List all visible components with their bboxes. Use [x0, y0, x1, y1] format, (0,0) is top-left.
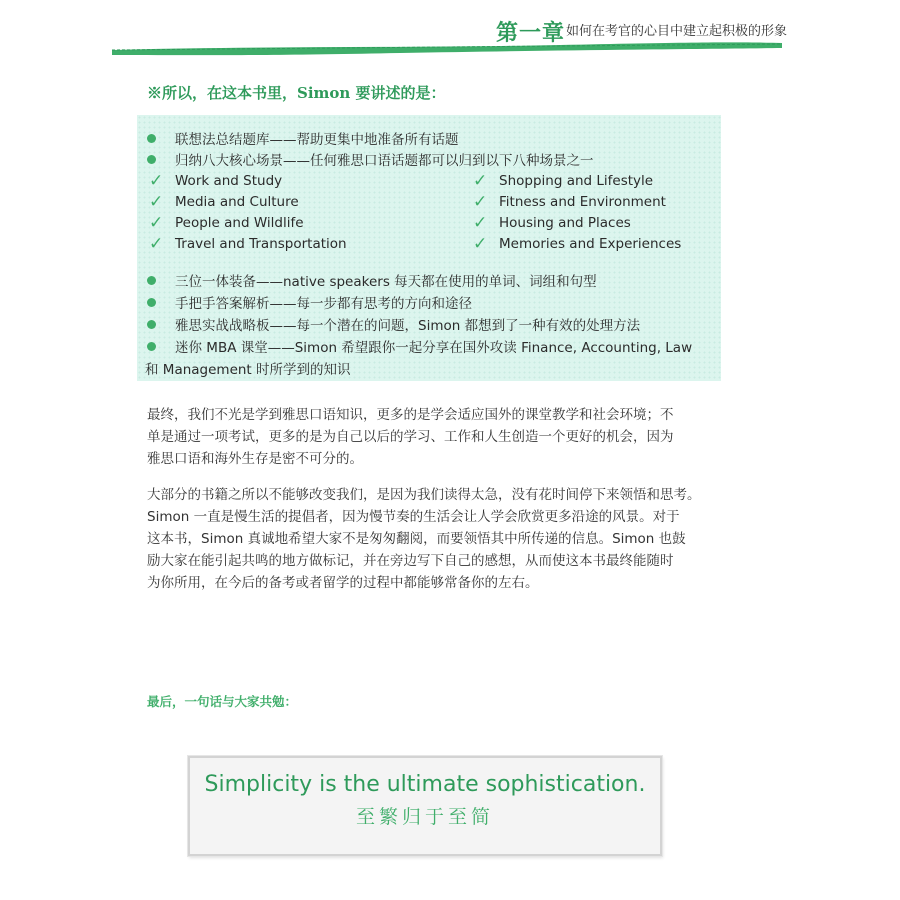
checkmark-icon: ✓	[473, 191, 488, 212]
feature-item-text: 迷你 MBA 课堂——Simon 希望跟你一起分享在国外攻读 Finance, Accounting, Law	[175, 340, 693, 356]
scene-label: Memories and Experiences	[499, 236, 682, 252]
paragraph-line: 大部分的书籍之所以不能够改变我们，是因为我们读得太急，没有花时间停下来领悟和思考。	[147, 487, 701, 503]
checkmark-icon: ✓	[473, 233, 488, 254]
scene-item	[149, 234, 347, 254]
scene-label: Housing and Places	[499, 215, 631, 231]
header-brush-stroke	[0, 36, 900, 60]
feature-item	[147, 314, 640, 334]
scene-label: People and Wildlife	[175, 215, 304, 231]
bullet-dot-icon	[147, 298, 156, 307]
feature-item	[147, 336, 692, 356]
scene-label: Fitness and Environment	[499, 194, 666, 210]
paragraph-line: 这本书，Simon 真诚地希望大家不是匆匆翻阅，而要领悟其中所传递的信息。Simon 也鼓	[147, 531, 686, 547]
paragraph-line: 励大家在能引起共鸣的地方做标记，并在旁边写下自己的感想，从而使这本书最终能随时	[147, 553, 674, 569]
scene-label: Media and Culture	[175, 194, 299, 210]
checkmark-icon: ✓	[473, 170, 488, 191]
chapter-header	[0, 0, 900, 70]
quote-english: Simplicity is the ultimate sophistication.	[204, 772, 646, 797]
checkmark-icon: ✓	[149, 170, 164, 191]
feature-item-text: 归纳八大核心场景——任何雅思口语话题都可以归到以下八种场景之一	[175, 153, 594, 169]
paragraph-line: Simon 一直是慢生活的提倡者，因为慢节奏的生活会让人学会欣赏更多沿途的风景。对于	[147, 509, 680, 525]
paragraph-line: 最终，我们不光是学到雅思口语知识，更多的是学会适应国外的课堂教学和社会环境；不	[147, 407, 674, 423]
paragraph-2	[147, 484, 727, 594]
checkmark-icon: ✓	[473, 212, 488, 233]
paragraph-line: 雅思口语和海外生存是密不可分的。	[147, 451, 363, 467]
feature-item	[147, 292, 472, 312]
scene-label: Work and Study	[175, 173, 283, 189]
closing-line: 最后，一句话与大家共勉：	[147, 694, 298, 709]
scene-label: Travel and Transportation	[175, 236, 347, 252]
feature-item	[147, 270, 597, 290]
feature-item	[147, 149, 594, 169]
bullet-dot-icon	[147, 155, 156, 164]
feature-item-text: 三位一体装备——native speakers 每天都在使用的单词、词组和句型	[175, 274, 597, 290]
scene-item	[473, 192, 666, 212]
feature-box	[137, 115, 721, 381]
feature-item	[147, 128, 459, 148]
feature-item-text: 联想法总结题库——帮助更集中地准备所有话题	[175, 132, 459, 148]
paragraph-line: 为你所用，在今后的备考或者留学的过程中都能够常备你的左右。	[147, 575, 539, 591]
scene-item	[149, 192, 299, 212]
bullet-dot-icon	[147, 134, 156, 143]
checkmark-icon: ✓	[149, 212, 164, 233]
scene-item	[473, 234, 681, 254]
intro-heading: ※所以，在这本书里，Simon 要讲述的是：	[147, 84, 446, 102]
checkmark-icon: ✓	[149, 233, 164, 254]
feature-item-text: 手把手答案解析——每一步都有思考的方向和途径	[175, 296, 472, 312]
scene-item	[473, 171, 653, 191]
paragraph-line: 单是通过一项考试，更多的是为自己以后的学习、工作和人生创造一个更好的机会，因为	[147, 429, 674, 445]
bullet-dot-icon	[147, 342, 156, 351]
scene-item	[473, 213, 631, 233]
scene-item	[149, 171, 282, 191]
feature-item-text: 雅思实战战略板——每一个潜在的问题，Simon 都想到了一种有效的处理方法	[175, 318, 641, 334]
quote-chinese: 至繁归于至简	[355, 806, 494, 828]
paragraph-1	[147, 404, 727, 470]
bullet-dot-icon	[147, 320, 156, 329]
feature-item-continuation: 和 Management 时所学到的知识	[145, 362, 351, 378]
quote-card	[188, 756, 662, 856]
chapter-title: 如何在考官的心目中建立起积极的形象	[566, 24, 788, 39]
scene-label: Shopping and Lifestyle	[499, 173, 654, 189]
bullet-dot-icon	[147, 276, 156, 285]
scene-item	[149, 213, 304, 233]
chapter-number: 第一章	[496, 21, 566, 46]
checkmark-icon: ✓	[149, 191, 164, 212]
